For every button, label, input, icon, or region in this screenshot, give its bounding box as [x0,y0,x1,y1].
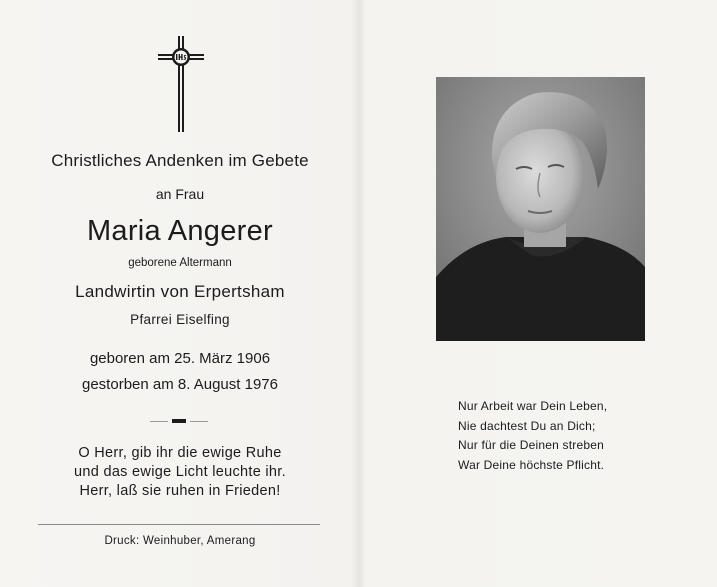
prayer [0,444,360,501]
card-heading: Christliches Andenken im Gebete [51,151,309,170]
prayer-line: und das ewige Licht leuchte ihr. [74,464,286,480]
footer-rule [38,524,320,525]
verse-line: Nur für die Deinen streben [458,438,604,452]
occupation: Landwirtin von Erpertsham [75,282,285,301]
cross-ihs-icon [158,36,204,132]
salutation: an Frau [155,186,205,202]
portrait-illustration [436,77,645,341]
prayer-line: O Herr, gib ihr die ewige Ruhe [78,445,282,461]
death-date: gestorben am 8. August 1976 [82,376,278,393]
right-panel [360,0,717,587]
portrait-photo [436,77,645,341]
verse-line: Nie dachtest Du an Dich; [458,418,596,433]
prayer-line: Herr, laß sie ruhen in Frieden! [79,483,281,499]
printer-credit: Druck: Weinhuber, Amerang [104,535,256,547]
parish: Pfarrei Eiselfing [130,312,230,327]
verse-line: Nur Arbeit war Dein Leben, [458,399,608,413]
verse-line: War Deine höchste Pflicht. [458,457,605,472]
divider-dash [172,419,186,423]
memorial-verse [458,397,607,475]
divider-line-right [190,421,208,422]
divider-line-left [150,421,168,422]
birth-date: geboren am 25. März 1906 [89,350,271,367]
maiden-name: geborene Altermann [128,257,232,269]
deceased-name: Maria Angerer [86,215,274,247]
